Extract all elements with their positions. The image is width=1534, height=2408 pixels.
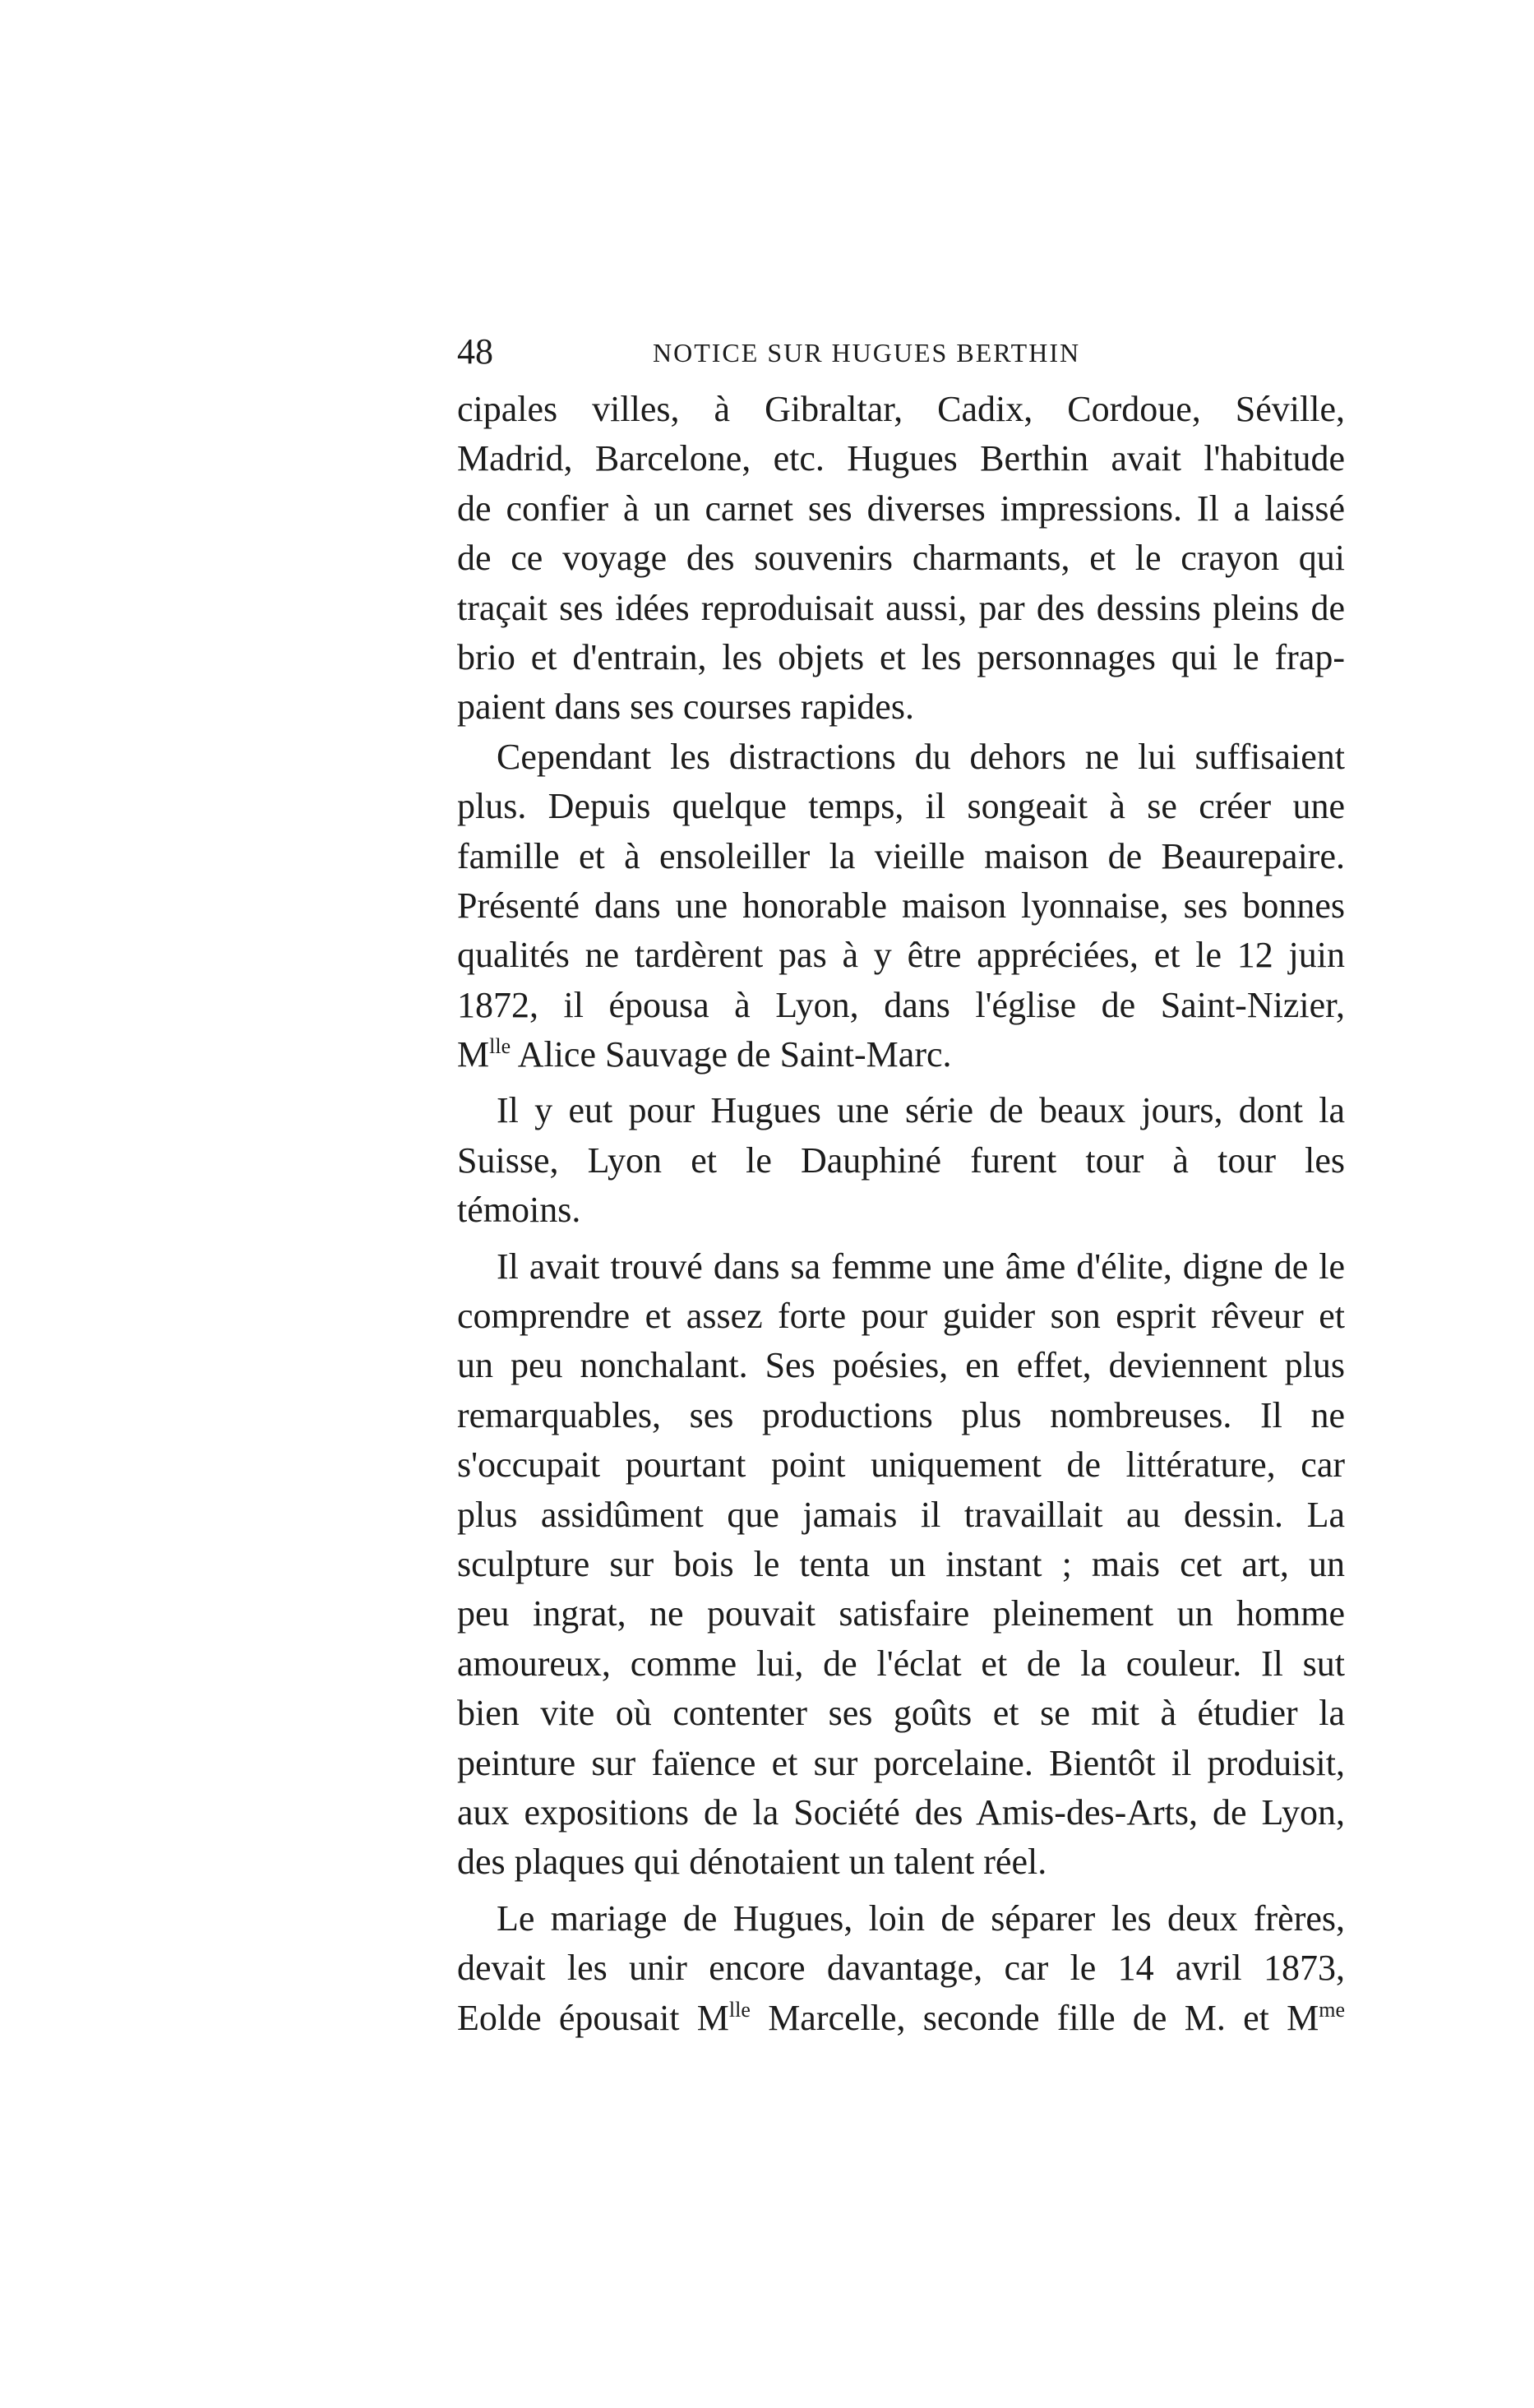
text-fragment: Alice Sauvage de Saint-Marc.: [511, 1034, 952, 1075]
text-line: des plaques qui dénotaient un talent réel.: [457, 1842, 1047, 1883]
running-head: [457, 327, 1345, 377]
text-line: brio et d'entrain, les objets et les personnages qui le frap-: [457, 636, 1345, 677]
text-line: aux expositions de la Société des Amis-des-Arts, de Lyon,: [457, 1791, 1345, 1833]
body-text: [457, 385, 1345, 2043]
text-line: plus. Depuis quelque temps, il songeait à se créer une: [457, 786, 1345, 827]
text-line: sculpture sur bois le tenta un instant ; mais cet art, un: [457, 1543, 1345, 1584]
text-fragment: Marcelle, seconde fille de M. et M: [750, 1997, 1319, 2038]
text-line: témoins.: [457, 1190, 581, 1231]
text-line: [457, 1994, 1345, 2043]
text-line: s'occupait pourtant point uniquement de littérature, car: [457, 1444, 1345, 1486]
paragraph-start-line: Le mariage de Hugues, loin de séparer les deux frères,: [497, 1897, 1345, 1939]
paragraph-start-line: Cependant les distractions du dehors ne lui suffisaient: [497, 736, 1345, 777]
text-line: amoureux, comme lui, de l'éclat et de la couleur. Il sut: [457, 1643, 1345, 1684]
text-line: cipales villes, à Gibraltar, Cadix, Cordoue, Séville,: [457, 389, 1345, 429]
text-line: comprendre et assez forte pour guider son esprit rêveur et: [457, 1296, 1345, 1337]
text-line: peu ingrat, ne pouvait satisfaire pleinement un homme: [457, 1593, 1345, 1634]
paragraph-start-line: Il avait trouvé dans sa femme une âme d'élite, digne de le: [497, 1246, 1345, 1287]
text-line: 1872, il épousa à Lyon, dans l'église de Saint-Nizier,: [457, 984, 1345, 1025]
text-fragment: Eolde épousait M: [457, 1997, 729, 2038]
text-line: Madrid, Barcelone, etc. Hugues Berthin avait l'habitude: [457, 438, 1345, 479]
text-line: paient dans ses courses rapides.: [457, 686, 914, 728]
text-line: Présenté dans une honorable maison lyonnaise, ses bonnes: [457, 885, 1345, 926]
title-superscript: lle: [728, 1997, 751, 2022]
text-line: remarquables, ses productions plus nombreuses. Il ne: [457, 1394, 1345, 1435]
text-line: de confier à un carnet ses diverses impressions. Il a laissé: [457, 488, 1345, 529]
text-line: de ce voyage des souvenirs charmants, et le crayon qui: [457, 538, 1345, 579]
text-line: devait les unir encore davantage, car le 14 avril 1873,: [457, 1948, 1345, 1989]
title-abbreviation: M: [457, 1034, 490, 1075]
text-line: un peu nonchalant. Ses poésies, en effet, deviennent plus: [457, 1345, 1345, 1386]
text-line: famille et à ensoleiller la vieille maison de Beaurepaire.: [457, 835, 1345, 876]
text-line: plus assidûment que jamais il travaillait au dessin. La: [457, 1494, 1345, 1535]
title-superscript: me: [1319, 1997, 1345, 2022]
page-number: 48: [457, 331, 493, 372]
title-superscript: lle: [489, 1034, 511, 1059]
running-title: NOTICE SUR HUGUES BERTHIN: [653, 338, 1081, 367]
text-line: Suisse, Lyon et le Dauphiné furent tour à tour les: [457, 1139, 1345, 1181]
paragraph-start-line: Il y eut pour Hugues une série de beaux jours, dont la: [497, 1090, 1345, 1131]
text-line: traçait ses idées reproduisait aussi, par des dessins pleins de: [457, 587, 1345, 628]
text-line: peinture sur faïence et sur porcelaine. Bientôt il produisit,: [457, 1742, 1345, 1783]
text-line: [457, 1030, 1345, 1079]
text-line: qualités ne tardèrent pas à y être appréciées, et le 12 juin: [457, 935, 1345, 976]
text-line: bien vite où contenter ses goûts et se mit à étudier la: [457, 1693, 1345, 1734]
